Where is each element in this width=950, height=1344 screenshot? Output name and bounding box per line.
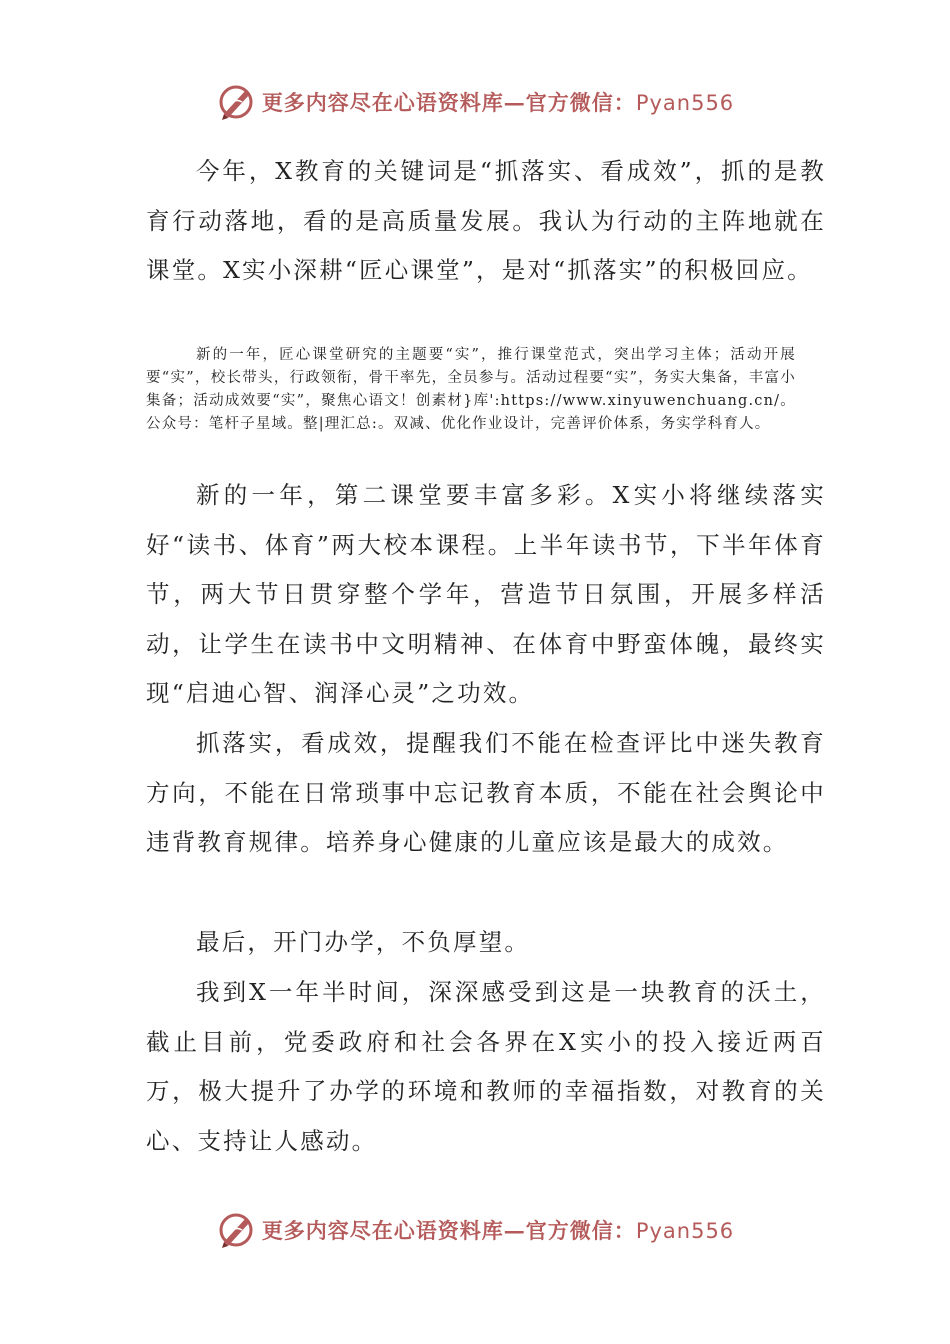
- paragraph-5: 最后，开门办学，不负厚望。: [196, 928, 531, 956]
- footer-banner: [0, 1208, 950, 1252]
- pen-logo-icon: [216, 82, 256, 122]
- paragraph-6: 我到X一年半时间，深深感受到这是一块教育的沃土，截止目前，党委政府和社会各界在X实小的投入接近两百万，极大提升了办学的环境和教师的幸福指数，对教育的关心、支持让人感动。: [146, 978, 826, 1155]
- paragraph-1: 今年，X教育的关键词是“抓落实、看成效”，抓的是教育行动落地，看的是高质量发展。我认为行动的主阵地就在课堂。X实小深耕“匠心课堂”，是对“抓落实”的积极回应。: [146, 157, 826, 284]
- banner-title: 更多内容尽在心语资料库—官方微信：: [261, 90, 636, 115]
- banner-contact: Pyan556: [635, 1219, 735, 1243]
- banner-contact: Pyan556: [635, 91, 735, 115]
- banner-title: 更多内容尽在心语资料库—官方微信：: [261, 1218, 636, 1243]
- header-banner: [0, 80, 950, 124]
- pen-logo-icon: [216, 1210, 256, 1250]
- paragraph-3: 新的一年，第二课堂要丰富多彩。X实小将继续落实好“读书、体育”两大校本课程。上半年读书节，下半年体育节，两大节日贯穿整个学年，营造节日氛围，开展多样活动，让学生在读书中文明精神、在体育中野蛮体魄，最终实现“启迪心智、润泽心灵”之功效。: [146, 481, 826, 707]
- paragraph-2: 新的一年，匠心课堂研究的主题要“实”，推行课堂范式，突出学习主体；活动开展要“实”，校长带头，行政领衔，骨干率先，全员参与。活动过程要“实”，务实大集备，丰富小集备；活动成效要“实”，聚焦心语文！创素材}库':https://www.xinyuwenchuang.cn/。公众号：笔杆子星域。整|理汇总:。双减、优化作业设计，完善评价体系，务实学科育人。: [146, 347, 796, 432]
- paragraph-4: 抓落实，看成效，提醒我们不能在检查评比中迷失教育方向，不能在日常琐事中忘记教育本质，不能在社会舆论中违背教育规律。培养身心健康的儿童应该是最大的成效。: [146, 729, 826, 856]
